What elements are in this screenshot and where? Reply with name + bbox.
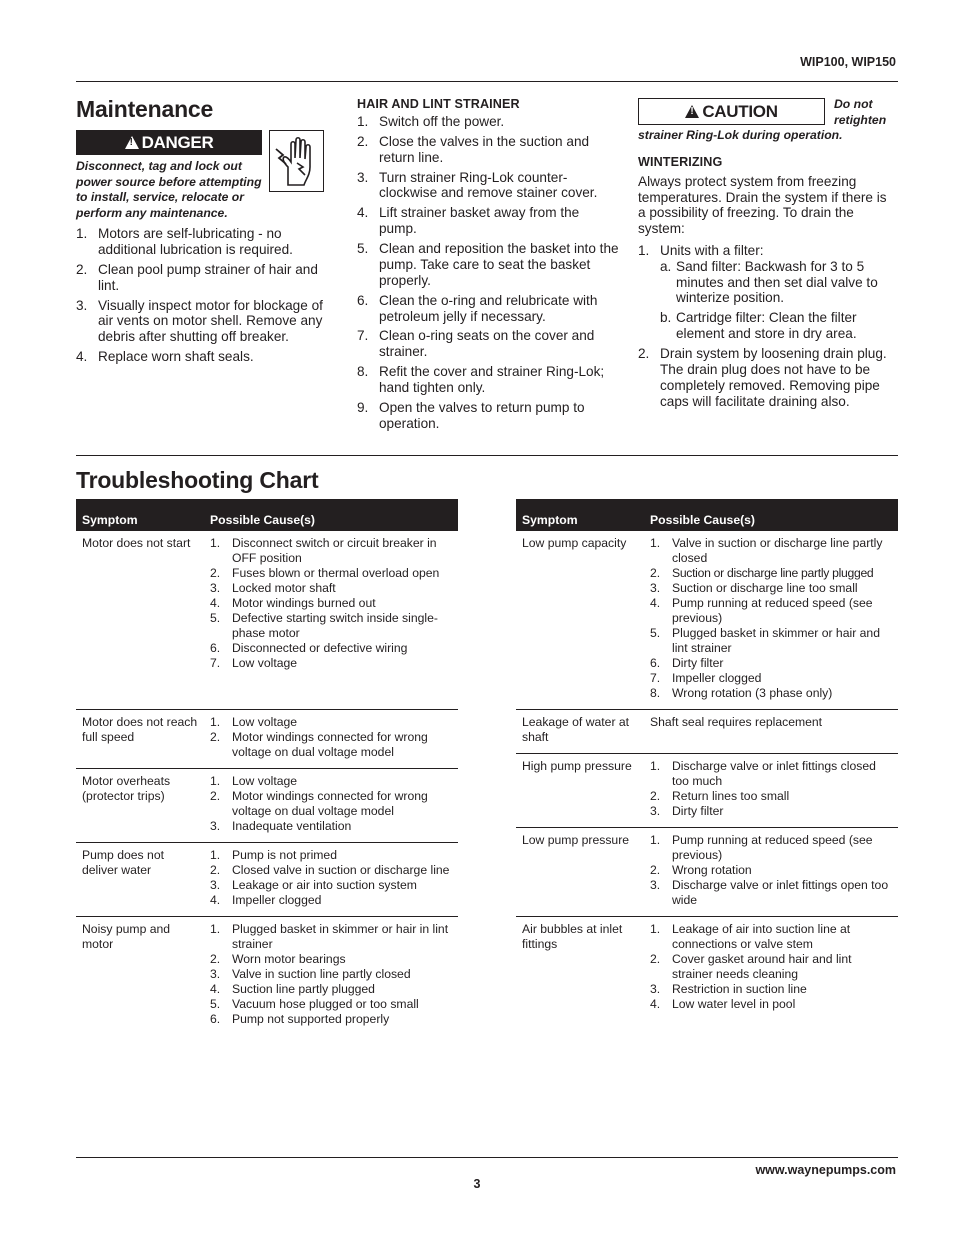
symptom-cell: Pump does not deliver water [76,843,204,917]
list-item: 7. Low voltage [210,656,298,670]
list-item: 3. Discharge valve or inlet fittings open too wide [650,878,889,907]
list-item: 6. Pump not supported properly [210,1012,390,1026]
list-item: 4. Low water level in pool [650,997,796,1011]
list-item: 1. Leakage of air into suction line at connections or valve stem [650,922,851,951]
list-item: 1. Pump running at reduced speed (see previous) [650,833,873,862]
causes-cell [644,754,898,828]
list-item: 9. Open the valves to return pump to operation. [357,400,585,431]
table-row [76,917,458,1036]
list-item: 3. Visually inspect motor for blockage of air vents on motor shell. Remove any debris after shutting off breaker. [76,297,323,345]
column-header-causes: Possible Cause(s) [644,499,898,531]
symptom-cell: Low pump pressure [516,828,644,917]
list-item: 7. Clean o-ring seats on the cover and strainer. [357,328,595,360]
maintenance-title: Maintenance [76,96,214,122]
list-item: 5. Clean and reposition the basket into the pump. Take care to seat the basket properly. [357,241,619,288]
caution-label-text: CAUTION [702,101,778,121]
table-row [76,710,458,769]
list-item: 5. Vacuum hose plugged or too small [210,997,419,1011]
list-item: 6. Clean the o-ring and relubricate with petroleum jelly if necessary. [357,292,598,324]
list-item: 6. Disconnected or defective wiring [210,641,408,655]
caution-text-a: Do not retighten [834,97,887,127]
symptom-cell: High pump pressure [516,754,644,828]
list-item: 3. Restriction in suction line [650,982,807,996]
warning-triangle-icon [685,105,699,118]
danger-label-text: DANGER [141,132,214,152]
table-row [516,710,898,754]
list-item: 3. Leakage or air into suction system [210,878,417,892]
column-header-symptom: Symptom [76,499,204,531]
list-item: 1. Units with a filter: a. Sand filter: Backwash for 3 to 5 minutes and then set dial valve to winterize position. b. Cartridge filter: Clean the filter element and store in dry area. [638,243,896,342]
maintenance-list [76,226,338,365]
list-item: 1. Low voltage [210,774,298,788]
list-item: 2. Motor windings connected for wrong voltage on dual voltage model [210,789,428,818]
caution-text-b: strainer Ring-Lok during operation. [638,128,843,142]
list-item: 2. Closed valve in suction or discharge line [210,863,450,877]
electric-shock-hand-icon [269,130,324,192]
table-row [516,828,898,917]
winterizing-section [638,155,896,414]
list-item: 2. Cover gasket around hair and lint strainer needs cleaning [650,952,852,981]
list-item: 4. Impeller clogged [210,893,322,907]
footer-url: www.waynepumps.com [755,1163,896,1177]
list-item: 5. Plugged basket in skimmer or hair and lint strainer [650,626,880,655]
causes-cell [204,917,458,1036]
list-item: 2. Fuses blown or thermal overload open [210,566,440,580]
symptom-cell: Motor does not start [76,531,204,710]
list-item: 1. Motors are self-lubricating - no additional lubrication is required. [76,226,293,257]
table-row [76,531,458,710]
cause-text: Shaft seal requires replacement [650,715,823,729]
list-item: 2. Clean pool pump strainer of hair and lint. [76,261,318,293]
list-item: 8. Wrong rotation (3 phase only) [650,686,833,700]
section-rule [76,455,898,456]
list-item: b. Cartridge filter: Clean the filter element and store in dry area. [660,310,857,342]
list-item: 3. Inadequate ventilation [210,819,352,833]
maintenance-list-container [76,226,338,369]
list-item: 6. Dirty filter [650,656,724,670]
list-item: 2. Return lines too small [650,789,790,803]
list-item: 3. Valve in suction line partly closed [210,967,411,981]
column-header-causes: Possible Cause(s) [204,499,458,531]
model-number: WIP100, WIP150 [800,55,896,69]
causes-cell [204,843,458,917]
list-item: 2. Drain system by loosening drain plug. The drain plug does not have to be completely removed. Removing pipe caps will facilitate draining also. [638,346,887,409]
symptom-cell: Low pump capacity [516,531,644,710]
warning-triangle-icon [125,136,139,149]
troubleshooting-title: Troubleshooting Chart [76,467,319,493]
strainer-title: HAIR AND LINT STRAINER [357,97,520,111]
list-item: 1. Switch off the power. [357,113,505,129]
table-row [516,754,898,828]
list-item: 3. Dirty filter [650,804,724,818]
table-row [76,769,458,843]
winterizing-title: WINTERIZING [638,155,723,169]
table-row [516,531,898,710]
list-item: 1. Low voltage [210,715,298,729]
causes-cell [204,710,458,769]
list-item: 5. Defective starting switch inside single-phase motor [210,611,438,640]
footer-rule [76,1157,898,1158]
symptom-cell: Air bubbles at inlet fittings [522,922,623,951]
list-item: 2. Motor windings connected for wrong voltage on dual voltage model [210,730,428,759]
causes-cell [644,710,898,754]
strainer-list [357,114,619,432]
causes-cell [644,917,898,1021]
list-item: 1. Pump is not primed [210,848,337,862]
causes-cell [644,531,898,710]
danger-text: Disconnect, tag and lock out power source before attempting to install, service, relocate or perform any maintenance. [76,159,262,220]
symptom-cell: Noisy pump and motor [82,922,171,951]
list-item: 4. Replace worn shaft seals. [76,349,254,365]
symptom-cell: Leakage of water at shaft [516,710,644,754]
list-item: 2. Close the valves in the suction and return line. [357,133,590,165]
winterizing-intro: Always protect system from freezing temperatures. Drain the system if there is a possibility of freezing. To drain the system: [638,173,887,237]
list-item: 4. Pump running at reduced speed (see previous) [650,596,873,625]
winterizing-sublist [660,259,896,342]
symptom-cell: Motor overheats (protector trips) [76,769,204,843]
caution-label [638,98,825,125]
list-item: 4. Suction line partly plugged [210,982,375,996]
page-number: 3 [473,1177,481,1191]
table-row [76,843,458,917]
causes-cell [204,531,458,710]
table-row [516,917,898,1021]
list-item: 7. Impeller clogged [650,671,762,685]
list-item: a. Sand filter: Backwash for 3 to 5 minutes and then set dial valve to winterize position. [660,258,878,306]
causes-cell [644,828,898,917]
danger-label [76,130,262,155]
list-item: 4. Lift strainer basket away from the pump. [357,205,580,237]
list-item: 3. Suction or discharge line too small [650,581,858,595]
list-item: 3. Turn strainer Ring-Lok counter-clockwise and remove stainer cover. [357,169,598,201]
list-item: 1. Discharge valve or inlet fittings closed too much [650,759,876,788]
troubleshooting-table-right [516,499,898,1020]
winterizing-list [638,243,896,409]
list-item: 2. Wrong rotation [650,863,752,877]
list-item: 1. Valve in suction or discharge line partly closed [650,536,883,565]
troubleshooting-table [516,499,898,1020]
troubleshooting-table-left [76,499,458,1035]
list-item: 2. Worn motor bearings [210,952,346,966]
symptom-cell: Motor does not reach full speed [76,710,204,769]
list-item: 3. Locked motor shaft [210,581,336,595]
list-item: 1. Plugged basket in skimmer or hair in lint strainer [210,922,449,951]
strainer-section [357,97,619,436]
troubleshooting-table [76,499,458,1035]
list-item: 1. Disconnect switch or circuit breaker in OFF position [210,536,437,565]
list-item: 8. Refit the cover and strainer Ring-Lok; hand tighten only. [357,364,605,396]
header-rule [76,81,898,82]
causes-cell [204,769,458,843]
list-item: 2. Suction or discharge line partly plugged [650,566,874,580]
list-item: 4. Motor windings burned out [210,596,376,610]
column-header-symptom: Symptom [516,499,644,531]
